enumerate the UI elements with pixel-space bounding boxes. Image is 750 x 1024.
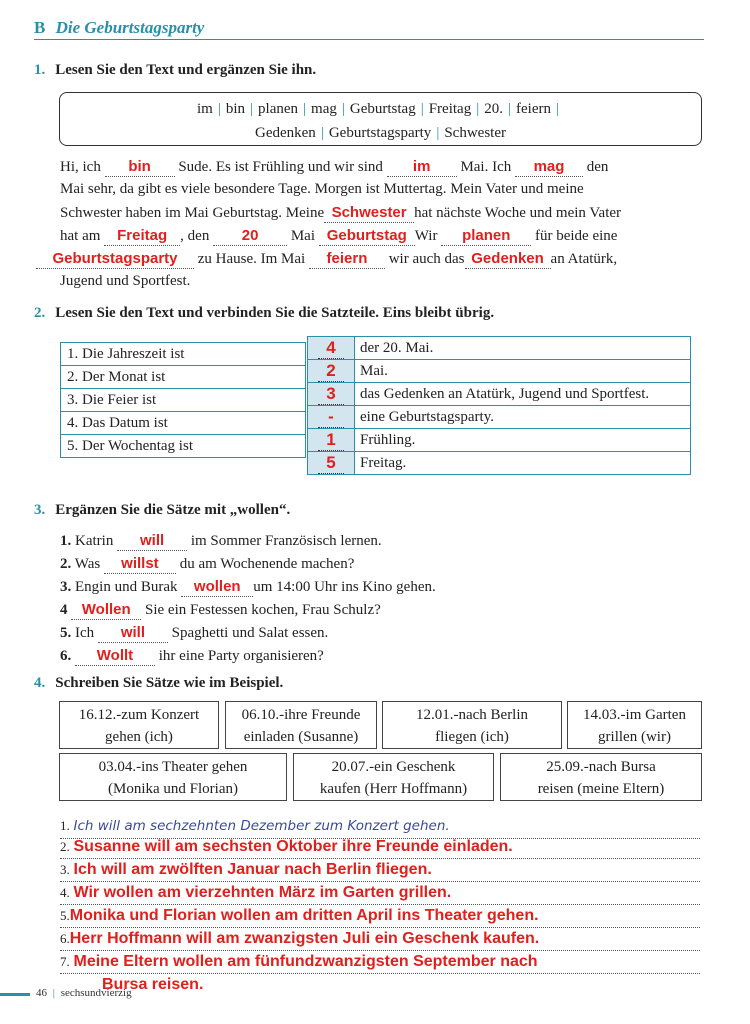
answer-field[interactable]: im (412, 158, 431, 175)
word-box (59, 92, 702, 146)
left-item: 3. Die Feier ist (61, 389, 306, 412)
exercise-number: 1. (34, 62, 46, 78)
sentence-line: 2. Susanne will am sechsten Oktober ihre Freunde einladen. (60, 838, 700, 859)
word: 20. (484, 101, 503, 117)
text-line-1: Hi, ich bin Sude. Es ist Frühling und wir sind im Mai. Ich mag den (60, 158, 609, 175)
right-item: eine Geburtstagsparty. (355, 406, 691, 429)
answer-sentence[interactable]: Herr Hoffmann will am zwanzigsten Juli ein Geschenk kaufen. (69, 930, 540, 947)
answer-field[interactable]: Wollt (96, 647, 134, 664)
ex3-item-3: 3. Engin und Burak wollen um 14:00 Uhr ins Kino gehen. (60, 578, 436, 595)
sentence-line: 6.Herr Hoffmann will am zwanzigsten Juli ein Geschenk kaufen. (60, 930, 700, 951)
answer-field[interactable]: Schwester (331, 204, 407, 221)
prompt-cell: 03.04.-ins Theater gehen (Monika und Florian) (59, 753, 287, 801)
prompt-cell: 06.10.-ihre Freunde einladen (Susanne) (225, 701, 377, 749)
sentence-line: 5.Monika und Florian wollen am dritten April ins Theater gehen. (60, 907, 700, 928)
right-item: Frühling. (355, 429, 691, 452)
answer-field[interactable]: Geburtstagsparty (52, 250, 178, 267)
right-item: der 20. Mai. (355, 337, 691, 360)
matching-left-table (60, 342, 306, 458)
right-item: Mai. (355, 360, 691, 383)
answer-field[interactable]: will (120, 624, 145, 641)
match-answer[interactable]: - (318, 407, 344, 428)
answer-field[interactable]: planen (462, 227, 511, 244)
answer-sentence[interactable]: Wir wollen am vierzehnten März im Garten grillen. (73, 884, 452, 901)
word: im (196, 101, 213, 117)
answer-field[interactable]: Geburtstag (326, 227, 407, 244)
ex3-item-4: 4 Wollen Sie ein Festessen kochen, Frau Schulz? (60, 601, 381, 618)
answer-sentence[interactable]: Meine Eltern wollen am fünfundzwanzigsten September nach (73, 953, 538, 970)
answer-field[interactable]: wollen (193, 578, 241, 595)
answer-field[interactable]: Gedenken (471, 250, 544, 267)
text-line-2: Mai sehr, da gibt es viele besondere Tage. Morgen ist Muttertag. Mein Vater und meine (60, 181, 584, 197)
word: Schwester (444, 125, 506, 141)
ex3-item-5: 5. Ich will Spaghetti und Salat essen. (60, 624, 329, 641)
match-answer[interactable]: 2 (318, 361, 344, 382)
section-letter: B (34, 18, 46, 37)
word: planen (258, 101, 299, 117)
matching-right-table (307, 336, 691, 475)
exercise-3-heading: 3. Ergänzen Sie die Sätze mit „wollen“. (34, 502, 291, 518)
answer-field[interactable]: will (139, 532, 165, 549)
header-rule (34, 39, 704, 40)
word: Geburtstag (349, 101, 416, 117)
page-footer: 46 | sechsundvierzig (36, 987, 132, 999)
answer-field[interactable]: 20 (241, 227, 259, 244)
match-answer[interactable]: 4 (318, 338, 344, 359)
example-sentence: Ich will am sechzehnten Dezember zum Konzert gehen. (73, 818, 450, 834)
sentence-line: 4. Wir wollen am vierzehnten März im Garten grillen. (60, 884, 700, 905)
word: Gedenken (255, 125, 316, 141)
exercise-1-heading (34, 62, 316, 79)
sentence-line: 1. Ich will am sechzehnten Dezember zum Konzert gehen. (60, 818, 700, 839)
answer-field[interactable]: feiern (326, 250, 368, 267)
exercise-4-heading: 4. Schreiben Sie Sätze wie im Beispiel. (34, 675, 284, 691)
answer-sentence[interactable]: Susanne will am sechsten Oktober ihre Freunde einladen. (73, 838, 513, 855)
right-item: das Gedenken an Atatürk, Jugend und Sportfest. (355, 383, 691, 406)
word-box-row-1: im | bin | planen | mag | Geburtstag | Freitag | 20. | feiern | (196, 101, 559, 117)
left-item: 4. Das Datum ist (61, 412, 306, 435)
match-answer[interactable]: 5 (318, 453, 344, 474)
left-item: 2. Der Monat ist (61, 366, 306, 389)
match-answer[interactable]: 1 (318, 430, 344, 451)
prompt-cell: 20.07.-ein Geschenk kaufen (Herr Hoffmann) (293, 753, 494, 801)
prompt-cell: 12.01.-nach Berlin fliegen (ich) (382, 701, 562, 749)
section-title: Die Geburtstagsparty (55, 18, 205, 37)
left-item: 5. Der Wochentag ist (61, 435, 306, 458)
right-item: Freitag. (355, 452, 691, 475)
left-item: 1. Die Jahreszeit ist (61, 343, 306, 366)
prompt-cell: 16.12.-zum Konzert gehen (ich) (59, 701, 219, 749)
ex3-item-6: 6. Wollt ihr eine Party organisieren? (60, 647, 324, 664)
answer-field[interactable]: mag (533, 158, 565, 175)
page-number-word: sechsundvierzig (60, 987, 132, 999)
answer-field[interactable]: Freitag (117, 227, 168, 244)
text-line-4: hat am Freitag , den 20 Mai Geburtstag Wir planen für beide eine (60, 227, 618, 244)
sentence-line: 7. Meine Eltern wollen am fünfundzwanzigsten September nach (60, 953, 700, 974)
answer-field[interactable]: Wollen (81, 601, 131, 618)
answer-sentence[interactable]: Monika und Florian wollen am dritten April ins Theater gehen. (69, 907, 539, 924)
exercise-instruction: Lesen Sie den Text und ergänzen Sie ihn. (55, 62, 317, 78)
ex3-item-1: 1. Katrin will im Sommer Französisch lernen. (60, 532, 382, 549)
text-line-6: Jugend und Sportfest. (60, 273, 191, 289)
prompt-cell: 14.03.-im Garten grillen (wir) (567, 701, 702, 749)
answer-field[interactable]: willst (121, 555, 159, 572)
match-answer[interactable]: 3 (318, 384, 344, 405)
ex3-item-2: 2. Was willst du am Wochenende machen? (60, 555, 355, 572)
exercise-2-heading: 2. Lesen Sie den Text und verbinden Sie die Satzteile. Eins bleibt übrig. (34, 305, 495, 321)
text-line-5: Geburtstagsparty zu Hause. Im Mai feiern wir auch das Gedenken an Atatürk, (36, 250, 617, 269)
word: Freitag (428, 101, 472, 117)
word: Geburtstagsparty (328, 125, 432, 141)
answer-sentence-continuation[interactable]: Bursa reisen. (102, 976, 204, 993)
answer-sentence[interactable]: Ich will am zwölften Januar nach Berlin fliegen. (73, 861, 432, 878)
prompt-cell: 25.09.-nach Bursa reisen (meine Eltern) (500, 753, 702, 801)
word-box-row-2: Gedenken | Geburtstagsparty | Schwester (255, 125, 506, 141)
text-line-3: Schwester haben im Mai Geburtstag. Meine Schwester hat nächste Woche und mein Vater (60, 204, 622, 221)
answer-field[interactable]: bin (128, 158, 151, 175)
sentence-line: 3. Ich will am zwölften Januar nach Berlin fliegen. (60, 861, 700, 882)
section-header (34, 18, 204, 38)
word: bin (225, 101, 246, 117)
footer-bar (0, 993, 30, 996)
page-number: 46 (36, 987, 47, 999)
word: mag (311, 101, 337, 117)
word: feiern (516, 101, 551, 117)
